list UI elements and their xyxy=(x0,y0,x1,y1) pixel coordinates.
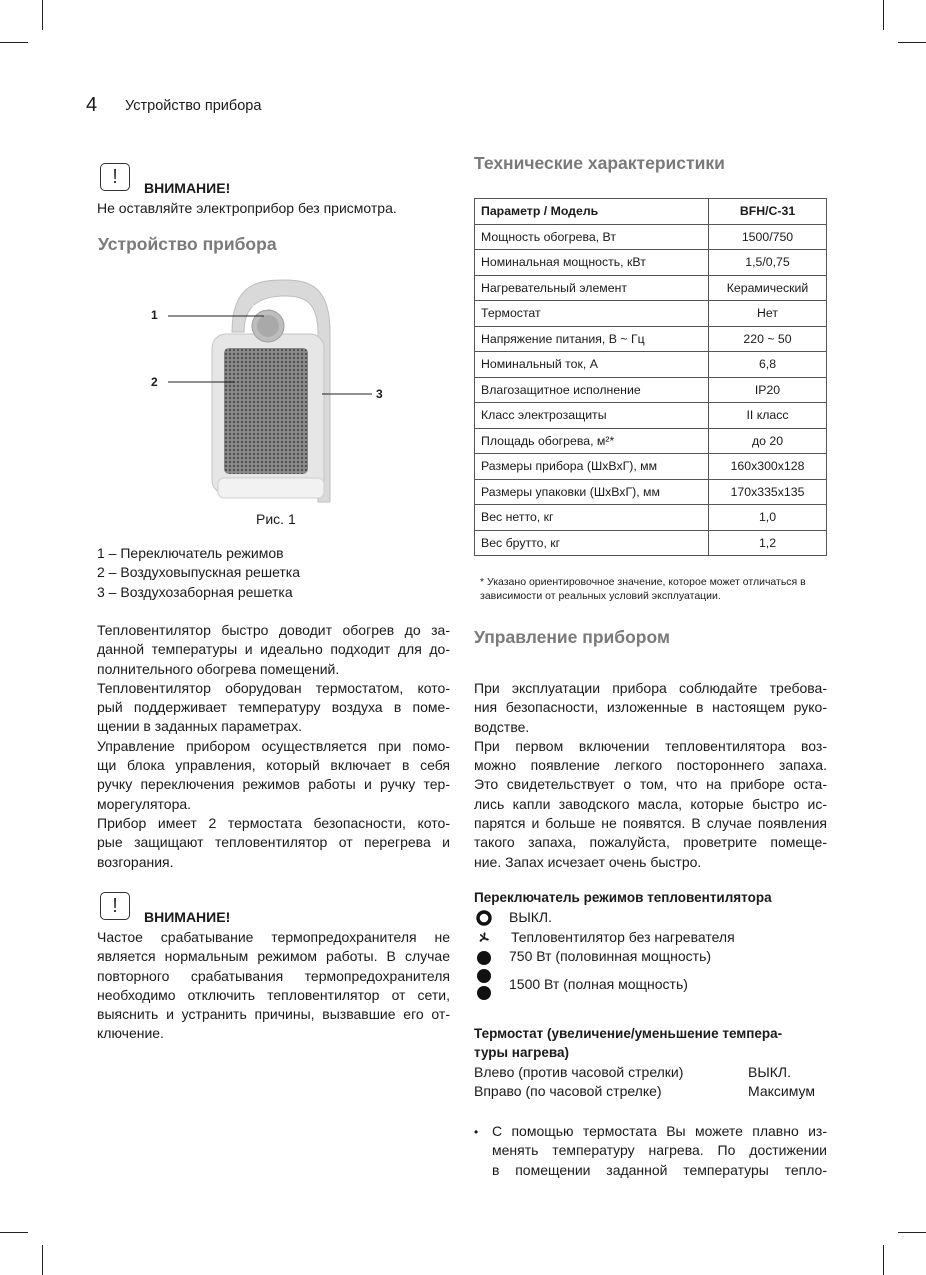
value-cell: 1500/750 xyxy=(709,224,827,250)
param-cell: Вес нетто, кг xyxy=(475,505,709,531)
text-line: Тепловентилятор быстро доводит обогрев до за- xyxy=(97,622,450,638)
warning-paragraph xyxy=(97,928,450,1044)
double-dot-icon xyxy=(475,968,493,1002)
text-line: ние. Запах исчезает очень быстро. xyxy=(474,853,702,870)
table-footnote xyxy=(480,575,806,603)
value-cell: IP20 xyxy=(709,377,827,403)
crop-mark xyxy=(42,1245,43,1275)
warning-title: ВНИМАНИЕ! xyxy=(144,180,231,196)
param-cell: Влагозащитное исполнение xyxy=(475,377,709,403)
text-line: лись капли заводского масла, которые быстро ис- xyxy=(474,795,827,812)
section-title-device: Устройство прибора xyxy=(98,234,277,254)
thermostat-left-value: ВЫКЛ. xyxy=(748,1064,791,1080)
brand-logo: Ballu xyxy=(252,305,268,312)
control-paragraph xyxy=(474,679,827,872)
header-cell: BFH/C-31 xyxy=(709,199,827,225)
crop-mark xyxy=(883,1245,884,1275)
modes-title: Переключатель режимов тепловентилятора xyxy=(474,890,772,905)
text-line: рый поддерживает температуру воздуха в поме- xyxy=(97,699,450,716)
table-row xyxy=(475,352,827,378)
table-row xyxy=(475,301,827,327)
param-cell: Вес брутто, кг xyxy=(475,530,709,556)
running-title: Устройство прибора xyxy=(125,98,262,114)
value-cell: 6,8 xyxy=(709,352,827,378)
header-cell: Параметр / Модель xyxy=(475,199,709,225)
text-line: С помощью термостата Вы можете плавно из- xyxy=(492,1123,827,1139)
param-cell: Размеры упаковки (ШхВхГ), мм xyxy=(475,479,709,505)
table-row xyxy=(475,454,827,480)
thermostat-right-value: Максимум xyxy=(748,1083,815,1099)
mode-label-off: ВЫКЛ. xyxy=(509,909,552,925)
text-line: ручку переключения режимов работы и ручку тер- xyxy=(97,776,450,793)
text-line: выяснить и устранить причины, вызвавшие его от- xyxy=(97,1006,450,1023)
value-cell: 1,5/0,75 xyxy=(709,250,827,276)
mode-label-fan: Тепловентилятор без нагревателя xyxy=(511,929,735,945)
text-line: полнительного обогрева помещений. xyxy=(97,660,340,677)
specs-table xyxy=(474,198,827,556)
text-line: Управление прибором осуществляется при помо- xyxy=(97,737,450,754)
mode-label-half: 750 Вт (половинная мощность) xyxy=(509,948,712,964)
page-number: 4 xyxy=(86,94,98,116)
callout-1: 1 xyxy=(151,308,158,322)
param-cell: Размеры прибора (ШхВхГ), мм xyxy=(475,454,709,480)
heater-illustration xyxy=(140,272,400,512)
footnote-line: * Указано ориентировочное значение, которое может отличаться в xyxy=(480,576,806,588)
crop-mark xyxy=(883,0,884,30)
figure-caption: Рис. 1 xyxy=(256,511,296,527)
table-row xyxy=(475,250,827,276)
param-cell: Класс электрозащиты xyxy=(475,403,709,429)
param-cell: Термостат xyxy=(475,301,709,327)
param-cell: Номинальный ток, А xyxy=(475,352,709,378)
table-row xyxy=(475,224,827,250)
warning-icon: ! xyxy=(100,892,130,920)
text-line: При первом включении тепловентилятора воз- xyxy=(474,737,827,754)
off-ring-icon xyxy=(475,909,493,927)
legend-item: 1 – Переключатель режимов xyxy=(97,545,284,561)
text-line: ния безопасности, изложенные в настоящем руко- xyxy=(474,699,827,716)
mode-label-full: 1500 Вт (полная мощность) xyxy=(509,976,688,992)
text-line: щении в заданных параметрах. xyxy=(97,718,303,735)
single-dot-icon xyxy=(475,949,493,967)
table-row xyxy=(475,479,827,505)
bullet-marker: • xyxy=(474,1125,479,1139)
fan-icon xyxy=(475,929,493,947)
crop-mark xyxy=(42,0,43,30)
crop-mark xyxy=(898,42,926,43)
param-cell: Мощность обогрева, Вт xyxy=(475,224,709,250)
value-cell: II класс xyxy=(709,403,827,429)
warning-title: ВНИМАНИЕ! xyxy=(144,909,231,925)
callout-3: 3 xyxy=(376,387,383,401)
thermostat-title xyxy=(474,1024,782,1062)
text-line: Тепловентилятор оборудован термостатом, кото- xyxy=(97,679,450,696)
table-header-row xyxy=(475,199,827,225)
crop-mark xyxy=(898,1232,926,1233)
value-cell: Керамический xyxy=(709,275,827,301)
text-line: менять температуру нагрева. По достижении xyxy=(492,1142,827,1159)
text-line: повторного срабатывания термопредохранителя xyxy=(97,967,450,984)
warning-icon: ! xyxy=(100,163,130,191)
text-line: данной температуры и идеально подходит для до- xyxy=(97,641,450,658)
description-paragraph xyxy=(97,621,450,872)
table-row xyxy=(475,530,827,556)
text-line: необходимо отключить тепловентилятор от сети, xyxy=(97,986,450,1003)
value-cell: 1,0 xyxy=(709,505,827,531)
text-line: водстве. xyxy=(474,718,530,735)
crop-mark xyxy=(0,42,28,43)
text-line: морегулятора. xyxy=(97,795,192,812)
text-line: является нормальным режимом работы. В случае xyxy=(97,948,450,965)
thermostat-right: Вправо (по часовой стрелке) xyxy=(474,1083,662,1099)
table-row xyxy=(475,428,827,454)
text-line: Прибор имеет 2 термостата безопасности, кото- xyxy=(97,814,450,831)
callout-2: 2 xyxy=(151,375,158,389)
bullet-paragraph xyxy=(492,1122,827,1180)
section-title-control: Управление прибором xyxy=(474,627,670,647)
table-row xyxy=(475,326,827,352)
param-cell: Нагревательный элемент xyxy=(475,275,709,301)
legend-item: 3 – Воздухозаборная решетка xyxy=(97,583,293,600)
text-line: ключение. xyxy=(97,1025,164,1042)
warning-text: Не оставляйте электроприбор без присмотра. xyxy=(97,200,397,216)
value-cell: 170х335х135 xyxy=(709,479,827,505)
title-line: туры нагрева) xyxy=(474,1045,569,1060)
table-row xyxy=(475,377,827,403)
table-row xyxy=(475,505,827,531)
footnote-line: зависимости от реальных условий эксплуатации. xyxy=(480,590,721,602)
text-line: При эксплуатации прибора соблюдайте требова- xyxy=(474,680,827,696)
legend-list xyxy=(97,544,457,602)
text-line: Это свидетельствует о том, что на приборе оста- xyxy=(474,776,827,793)
text-line: возгорания. xyxy=(97,853,174,870)
section-title-specs: Технические характеристики xyxy=(474,153,725,173)
text-line: в помещении заданной температуры тепло- xyxy=(492,1161,827,1178)
value-cell: 1,2 xyxy=(709,530,827,556)
thermostat-left: Влево (против часовой стрелки) xyxy=(474,1064,684,1080)
text-line: Частое срабатывание термопредохранителя не xyxy=(97,929,450,945)
value-cell: Нет xyxy=(709,301,827,327)
crop-mark xyxy=(0,1232,28,1233)
value-cell: до 20 xyxy=(709,428,827,454)
text-line: рые защищают тепловентилятор от перегрева и xyxy=(97,834,450,851)
table-row xyxy=(475,275,827,301)
value-cell: 220 ~ 50 xyxy=(709,326,827,352)
param-cell: Напряжение питания, В ~ Гц xyxy=(475,326,709,352)
text-line: такого запаха, пожалуйста, проветрите помеще- xyxy=(474,834,827,851)
table-row xyxy=(475,403,827,429)
param-cell: Площадь обогрева, м²* xyxy=(475,428,709,454)
legend-item: 2 – Воздуховыпускная решетка xyxy=(97,564,301,581)
param-cell: Номинальная мощность, кВт xyxy=(475,250,709,276)
value-cell: 160х300х128 xyxy=(709,454,827,480)
text-line: щи блока управления, который включает в себя xyxy=(97,757,450,774)
text-line: можно появление легкого постороннего запаха. xyxy=(474,757,827,774)
title-line: Термостат (увеличение/уменьшение темпера- xyxy=(474,1026,783,1041)
text-line: парятся и больше не появятся. В случае появления xyxy=(474,815,827,832)
